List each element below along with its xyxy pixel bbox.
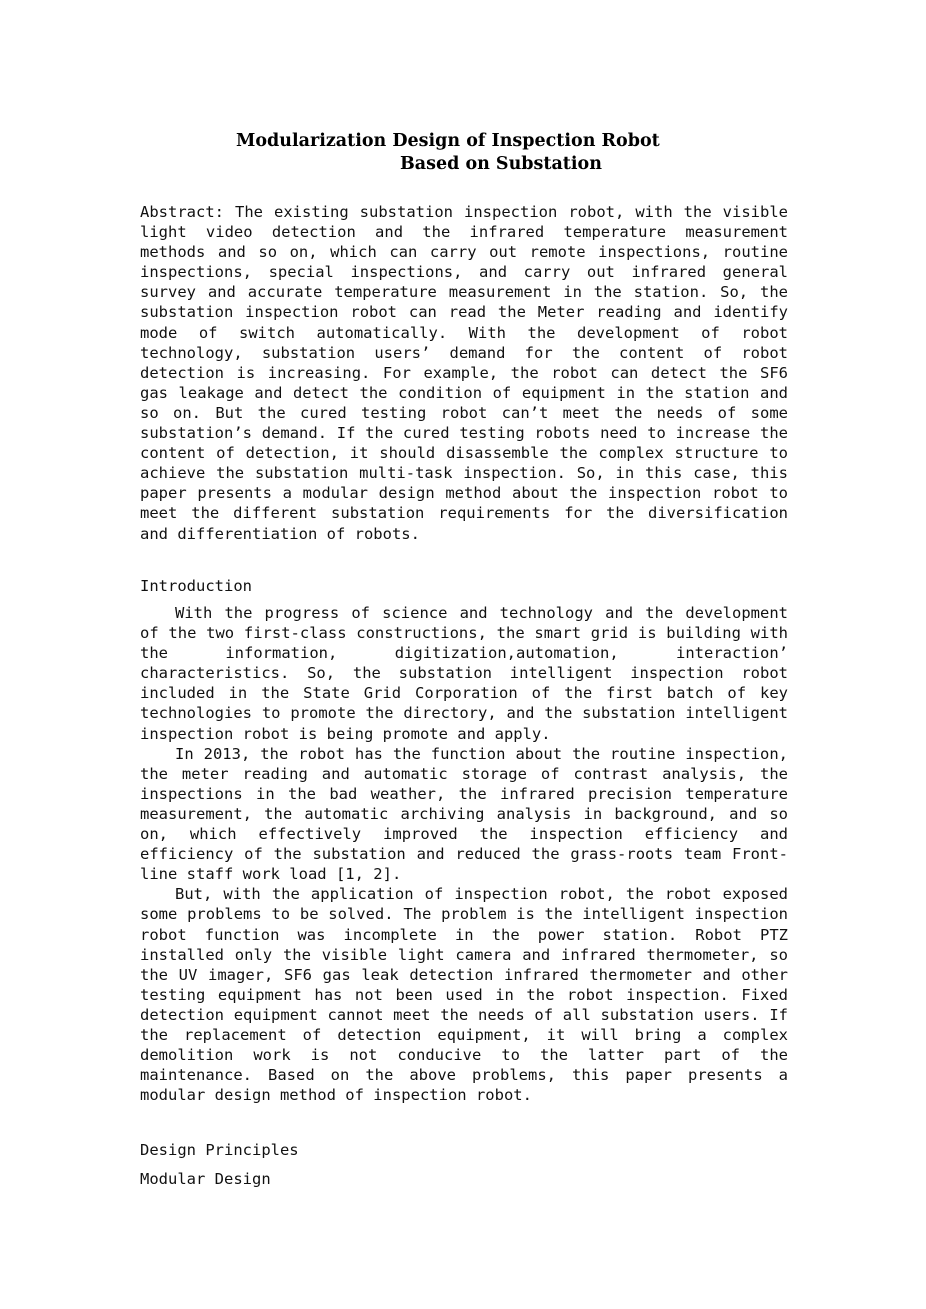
section-heading-introduction: Introduction xyxy=(140,577,252,595)
subsection-heading-modular-design: Modular Design xyxy=(140,1170,271,1188)
introduction-paragraph-1: With the progress of science and technology and the development of the two first-class constructions, the smart grid is building with the information, digitization,automation, interaction’ characteristics. So, the substation intelligent inspection robot included in the State Grid Corporation of the first batch of key technologies to promote the directory, and the substation intelligent inspection robot is being promote and apply. xyxy=(140,604,788,743)
introduction-paragraph-3: But, with the application of inspection robot, the robot exposed some problems to be solved. The problem is the intelligent inspection robot function was incomplete in the power station. Robot PTZ installed only the visible light camera and infrared thermometer, so the UV imager, SF6 gas leak detection infrared thermometer and other testing equipment has not been used in the robot inspection. Fixed detection equipment cannot meet the needs of all substation users. If the replacement of detection equipment, it will bring a complex demolition work is not conducive to the latter part of the maintenance. Based on the above problems, this paper presents a modular design method of inspection robot. xyxy=(140,885,788,1105)
introduction-body xyxy=(140,603,788,1105)
paper-title xyxy=(140,130,788,176)
section-heading-design-principles: Design Principles xyxy=(140,1141,299,1159)
introduction-paragraph-2: In 2013, the robot has the function about the routine inspection, the meter reading and automatic storage of contrast analysis, the inspections in the bad weather, the infrared precision temperature measurement, the automatic archiving analysis in background, and so on, which effectively improved the inspection efficiency and efficiency of the substation and reduced the grass-roots team Front-line staff work load [1, 2]. xyxy=(140,744,788,884)
abstract-paragraph: Abstract: The existing substation inspection robot, with the visible light video detection and the infrared temperature measurement methods and so on, which can carry out remote inspections, routine inspections, special inspections, and carry out infrared general survey and accurate temperature measurement in the station. So, the substation inspection robot can read the Meter reading and identify mode of switch automatically. With the development of robot technology, substation users’ demand for the content of robot detection is increasing. For example, the robot can detect the SF6 gas leakage and detect the condition of equipment in the station and so on. But the cured testing robot can’t meet the needs of some substation’s demand. If the cured testing robots need to increase the content of detection, it should disassemble the complex structure to achieve the substation multi-task inspection. So, in this case, this paper presents a modular design method about the inspection robot to meet the different substation requirements for the diversification and differentiation of robots. xyxy=(140,203,788,543)
paper-title-line-1: Modularization Design of Inspection Robot xyxy=(236,131,660,151)
paper-title-line-2: Based on Substation xyxy=(400,154,602,174)
